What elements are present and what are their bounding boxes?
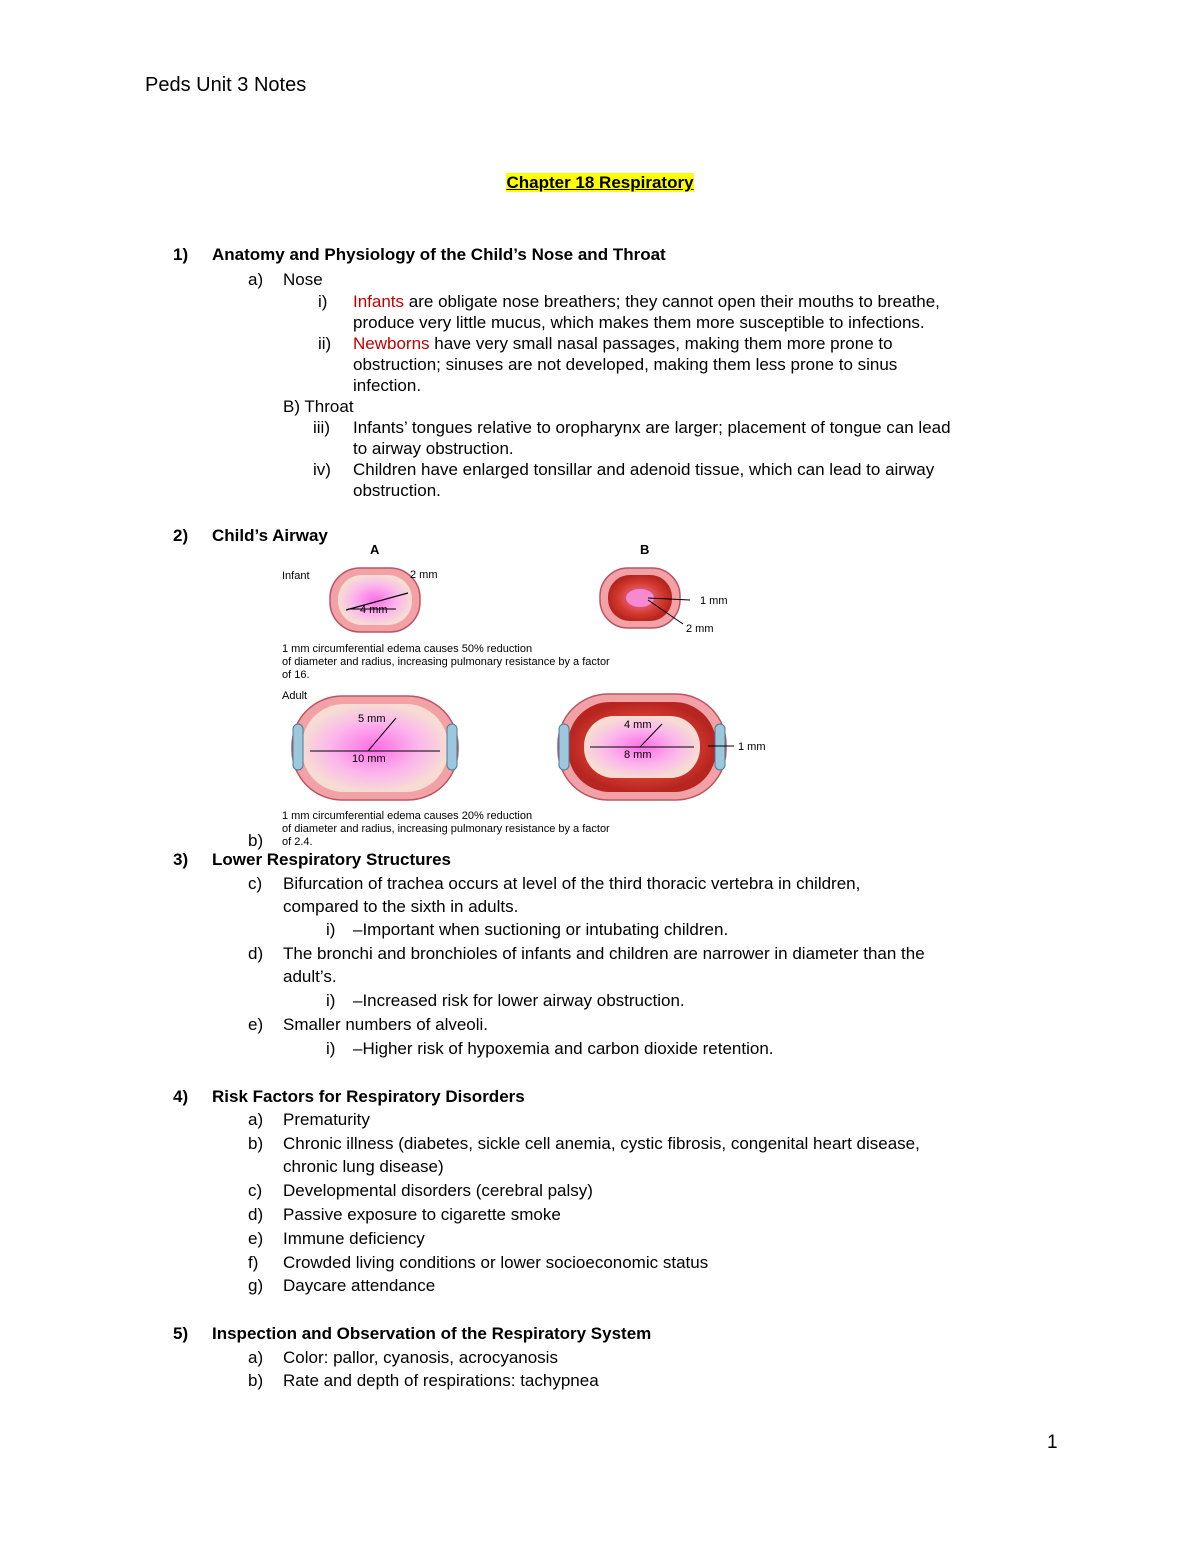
list-marker: iii): [313, 418, 330, 437]
list-item: Nose: [283, 270, 323, 289]
section-number: 4): [173, 1087, 189, 1106]
list-item-cont: infection.: [353, 376, 422, 395]
list-item: –Increased risk for lower airway obstruction.: [353, 991, 685, 1010]
list-marker: d): [248, 1205, 264, 1224]
list-item: Children have enlarged tonsillar and adenoid tissue, which can lead to airway: [353, 460, 935, 479]
list-marker: c): [248, 874, 263, 893]
list-marker: ii): [318, 334, 332, 353]
caption-2: of 2.4.: [282, 836, 313, 848]
list-item: Chronic illness (diabetes, sickle cell anemia, cystic fibrosis, congenital heart disease,: [283, 1134, 920, 1153]
list-item-cont: compared to the sixth in adults.: [283, 897, 519, 916]
airway-diagram: [278, 538, 798, 850]
list-marker: i): [326, 1039, 336, 1058]
list-marker: a): [248, 270, 264, 289]
label-b: B: [640, 542, 650, 557]
caption-2: of diameter and radius, increasing pulmonary resistance by a factor: [282, 823, 610, 835]
section-number: 5): [173, 1324, 189, 1343]
section-number: 3): [173, 850, 189, 869]
list-item: Newborns have very small nasal passages, making them more prone to: [353, 334, 893, 353]
label-adult: Adult: [282, 690, 308, 702]
adult-edema-airway: [558, 694, 734, 800]
list-item: Developmental disorders (cerebral palsy): [283, 1181, 593, 1200]
list-item-cont: obstruction; sinuses are not developed, making them less prone to sinus: [353, 355, 898, 374]
list-marker: e): [248, 1229, 264, 1248]
list-item-cont: produce very little mucus, which makes them more susceptible to infections.: [353, 313, 925, 332]
caption-1: of diameter and radius, increasing pulmonary resistance by a factor: [282, 656, 610, 668]
list-item-cont: to airway obstruction.: [353, 439, 514, 458]
section-number: 1): [173, 245, 189, 264]
infant-4mm: 4 mm: [360, 604, 388, 616]
adult-5mm: 5 mm: [358, 713, 386, 725]
list-item: Color: pallor, cyanosis, acrocyanosis: [283, 1348, 558, 1367]
list-item: B) Throat: [283, 397, 354, 416]
list-marker: d): [248, 944, 264, 963]
list-item: Bifurcation of trachea occurs at level of the third thoracic vertebra in children,: [283, 874, 861, 893]
page-number: 1: [1047, 1432, 1058, 1453]
caption-2: 1 mm circumferential edema causes 20% reduction: [282, 810, 533, 822]
list-marker: f): [248, 1253, 259, 1272]
section-number: 2): [173, 526, 189, 545]
list-item: Rate and depth of respirations: tachypnea: [283, 1371, 599, 1390]
list-marker: iv): [313, 460, 331, 479]
list-item: Crowded living conditions or lower socioeconomic status: [283, 1253, 709, 1272]
page-header: Peds Unit 3 Notes: [145, 74, 307, 96]
list-item: Prematurity: [283, 1110, 370, 1129]
caption-1: 1 mm circumferential edema causes 50% reduction: [282, 643, 533, 655]
list-marker: e): [248, 1015, 264, 1034]
list-marker: a): [248, 1348, 264, 1367]
list-item: Smaller numbers of alveoli.: [283, 1015, 489, 1034]
infant-normal-airway: [330, 568, 420, 632]
section-heading: Lower Respiratory Structures: [212, 850, 452, 869]
list-item: Passive exposure to cigarette smoke: [283, 1205, 561, 1224]
list-marker: c): [248, 1181, 263, 1200]
section-heading: Inspection and Observation of the Respiratory System: [212, 1324, 652, 1343]
label-a: A: [370, 542, 380, 557]
list-marker: i): [326, 920, 336, 939]
list-marker: g): [248, 1276, 264, 1295]
chapter-title: Chapter 18 Respiratory: [506, 173, 694, 192]
adult-10mm: 10 mm: [352, 753, 386, 765]
list-item: Daycare attendance: [283, 1276, 436, 1295]
list-item-cont: chronic lung disease): [283, 1157, 444, 1176]
list-marker: b): [248, 1371, 264, 1390]
list-marker: i): [318, 292, 328, 311]
list-item: –Important when suctioning or intubating children.: [353, 920, 729, 939]
caption-1: of 16.: [282, 669, 310, 681]
section-heading: Risk Factors for Respiratory Disorders: [212, 1087, 525, 1106]
list-marker: b): [248, 831, 264, 850]
adult-normal-airway: [292, 696, 458, 800]
b-2mm: 2 mm: [686, 623, 714, 635]
adult-1mm: 1 mm: [738, 741, 766, 753]
list-marker: b): [248, 1134, 264, 1153]
b-1mm-top: 1 mm: [700, 595, 728, 607]
list-marker: a): [248, 1110, 264, 1129]
list-item: Infants are obligate nose breathers; they cannot open their mouths to breathe,: [353, 292, 940, 311]
list-item-cont: adult’s.: [283, 967, 337, 986]
list-item: The bronchi and bronchioles of infants and children are narrower in diameter than the: [283, 944, 925, 963]
list-item: –Higher risk of hypoxemia and carbon dioxide retention.: [353, 1039, 774, 1058]
adult-8mm: 8 mm: [624, 749, 652, 761]
list-item: Infants’ tongues relative to oropharynx are larger; placement of tongue can lead: [353, 418, 951, 437]
list-marker: i): [326, 991, 336, 1010]
list-item-cont: obstruction.: [353, 481, 441, 500]
infant-edema-airway: [600, 568, 690, 628]
list-item: Immune deficiency: [283, 1229, 425, 1248]
section-heading: Child’s Airway: [212, 526, 328, 545]
label-infant: Infant: [282, 570, 310, 582]
section-heading: Anatomy and Physiology of the Child’s Nose and Throat: [212, 245, 666, 264]
adult-4mm: 4 mm: [624, 719, 652, 731]
infant-2mm: 2 mm: [410, 569, 438, 581]
